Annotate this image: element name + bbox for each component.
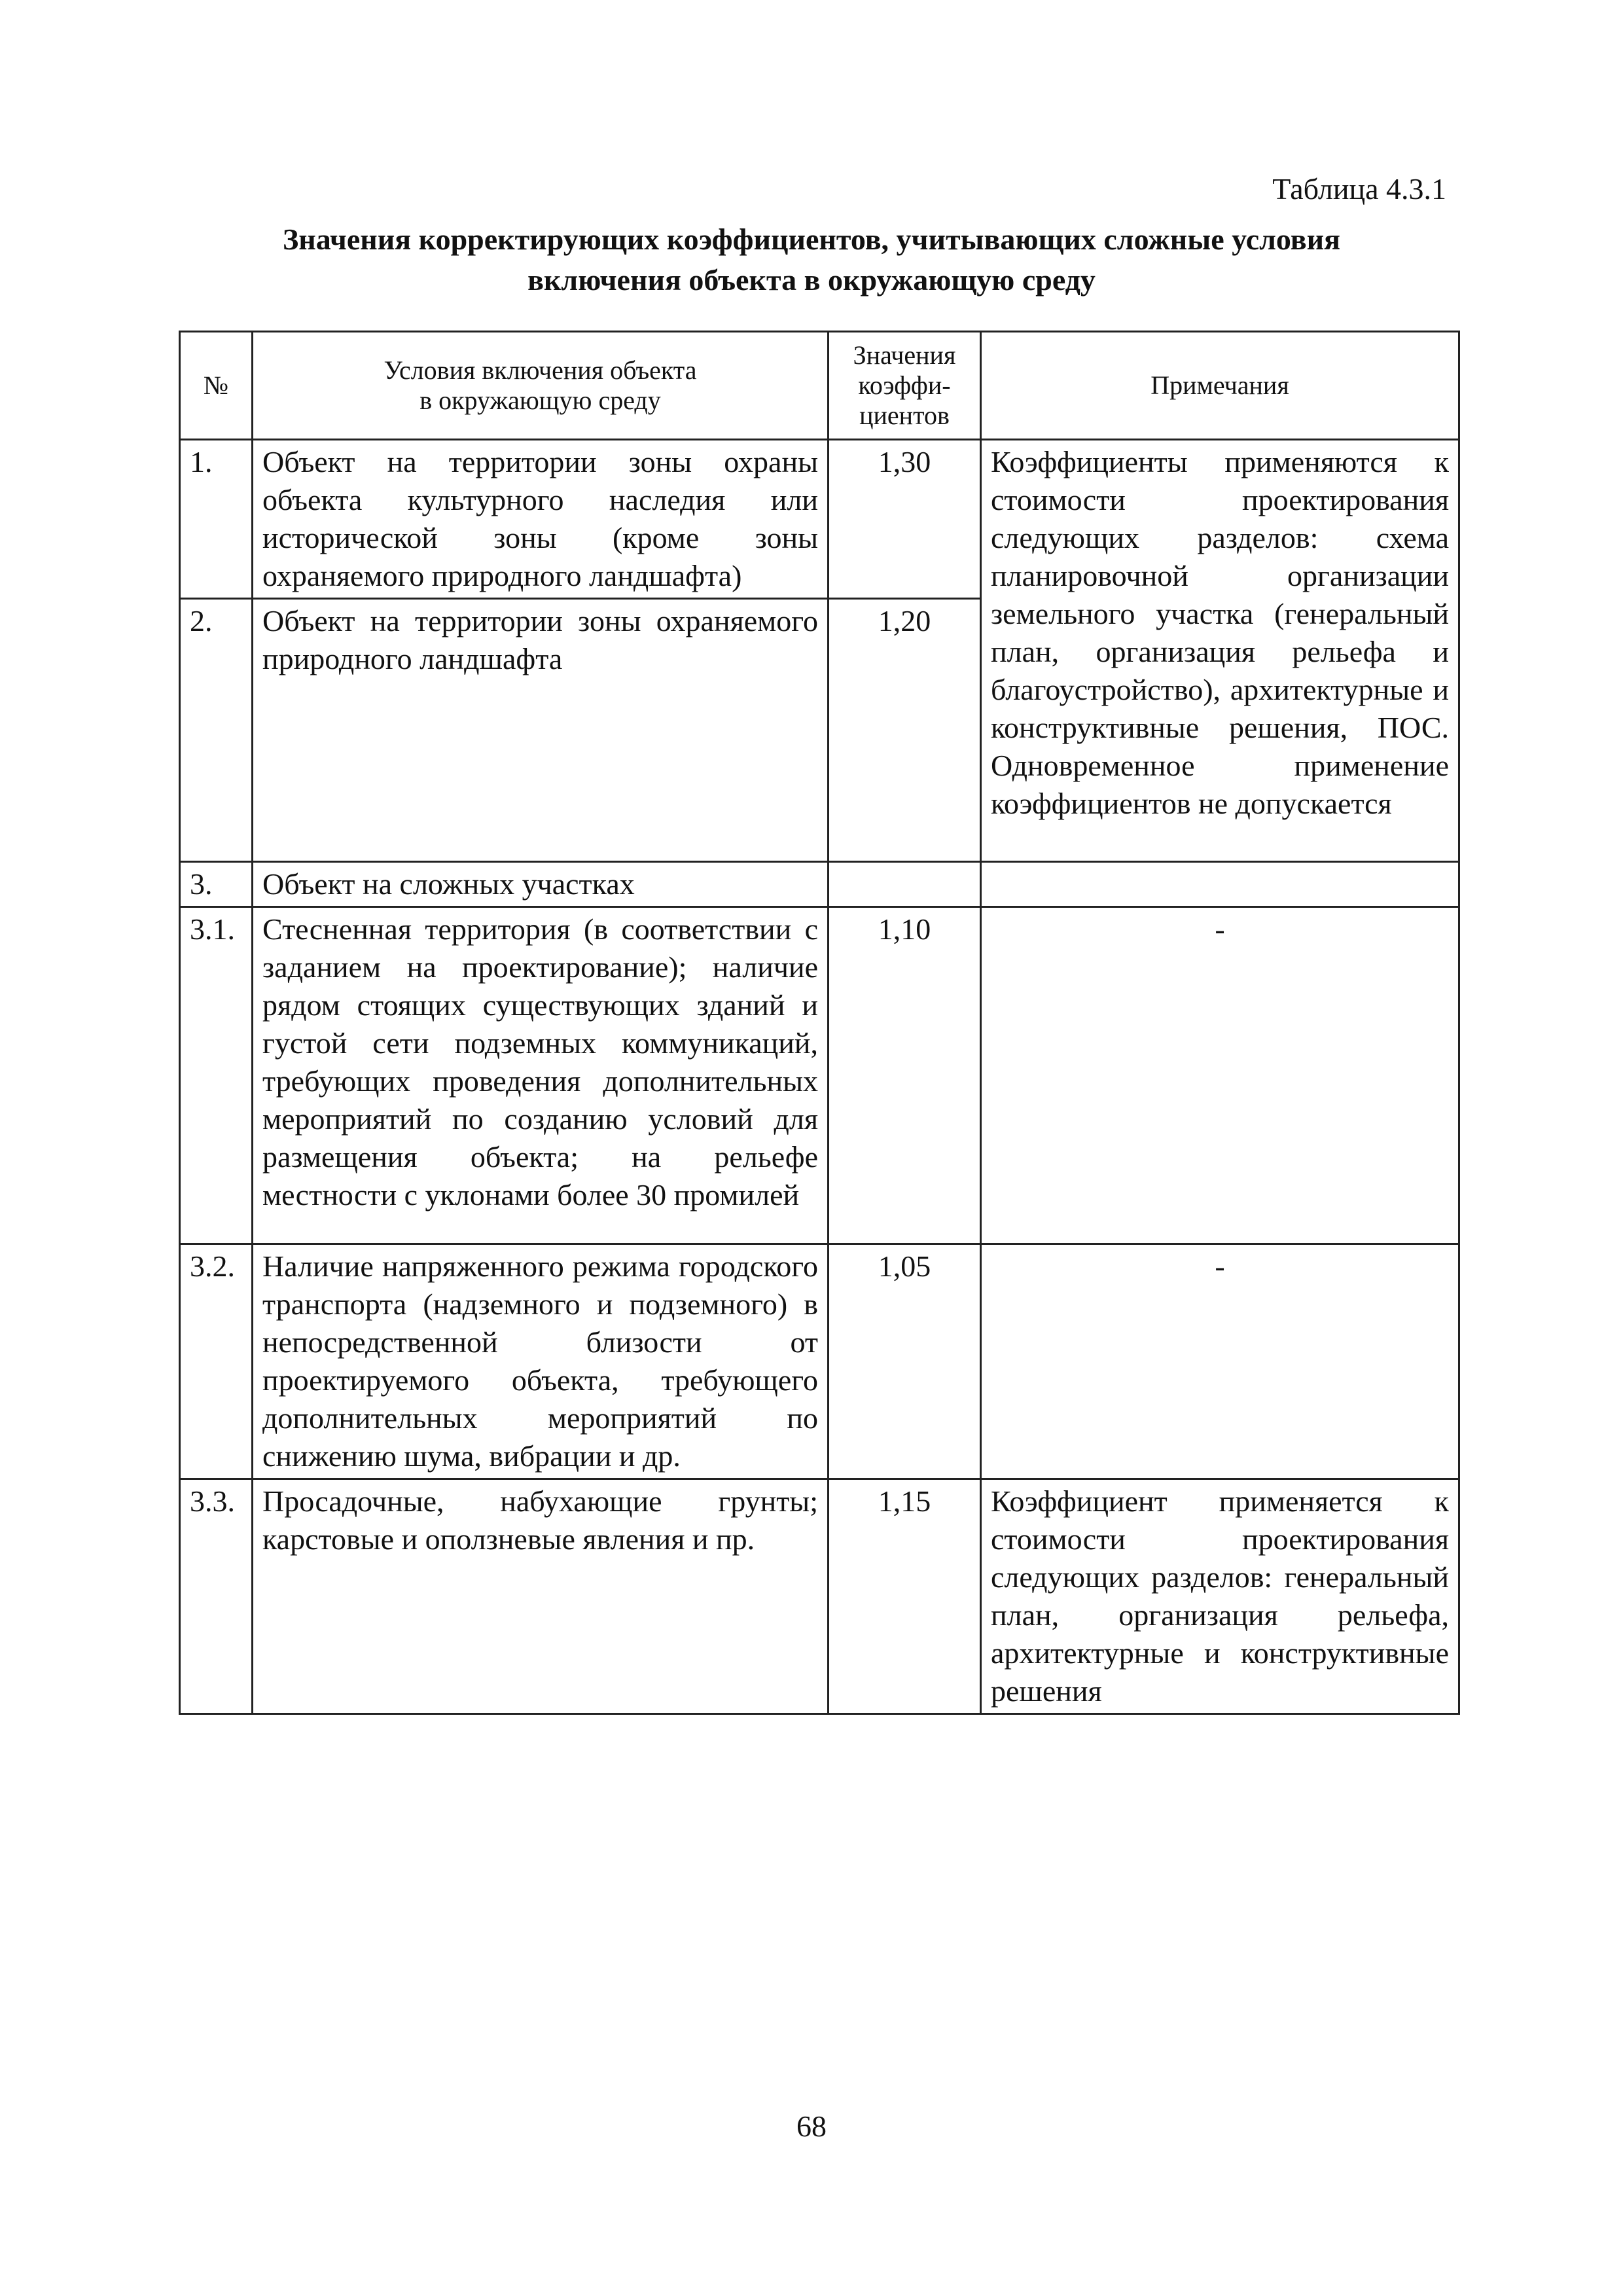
row-condition: Объект на территории зоны охраняемого природного ландшафта — [253, 599, 829, 862]
table-row — [180, 440, 1459, 599]
row-value: 1,15 — [829, 1479, 981, 1714]
row-value: 1,05 — [829, 1244, 981, 1479]
row-note: - — [981, 1244, 1459, 1479]
row-number: 3.3. — [180, 1479, 253, 1714]
row-condition: Стесненная территория (в соответствии с заданием на проектирование); наличие рядом стоящих существующих зданий и густой сети подземных коммуникаций, требующих проведения дополнительных мероприятий по созданию условий для размещения объекта; на рельефе местности с уклонами более 30 промилей — [253, 907, 829, 1244]
row-note: - — [981, 907, 1459, 1244]
header-number: № — [180, 332, 253, 440]
table-title-line-1: Значения корректирующих коэффициентов, учитывающих сложные условия — [282, 223, 1341, 256]
row-note — [981, 862, 1459, 907]
header-condition — [253, 332, 829, 440]
header-value — [829, 332, 981, 440]
header-note: Примечания — [981, 332, 1459, 440]
header-condition-line-2: в окружающую среду — [419, 386, 661, 415]
header-value-line-1: Значения — [853, 340, 956, 370]
table-title — [177, 219, 1446, 300]
row-number: 3.2. — [180, 1244, 253, 1479]
row-condition: Просадочные, набухающие грунты; карстовые и оползневые явления и пр. — [253, 1479, 829, 1714]
header-value-line-2: коэффи- — [858, 370, 951, 400]
row-note: Коэффициент применяется к стоимости проектирования следующих разделов: генеральный план, организация рельефа, архитектурные и конструктивные решения — [981, 1479, 1459, 1714]
table-title-line-2: включения объекта в окружающую среду — [527, 263, 1096, 296]
row-number: 3. — [180, 862, 253, 907]
row-value: 1,30 — [829, 440, 981, 599]
row-condition: Объект на сложных участках — [253, 862, 829, 907]
row-condition: Объект на территории зоны охраны объекта культурного наследия или исторической зоны (кроме зоны охраняемого природного ландшафта) — [253, 440, 829, 599]
table-row — [180, 862, 1459, 907]
row-condition: Наличие напряженного режима городского транспорта (надземного и подземного) в непосредственной близости от проектируемого объекта, требующего дополнительных мероприятий по снижению шума, вибрации и др. — [253, 1244, 829, 1479]
row-value: 1,20 — [829, 599, 981, 862]
table-row — [180, 907, 1459, 1244]
row-number: 3.1. — [180, 907, 253, 1244]
header-value-line-3: циентов — [859, 401, 950, 430]
table-header-row — [180, 332, 1459, 440]
row-value — [829, 862, 981, 907]
row-value: 1,10 — [829, 907, 981, 1244]
row-number: 1. — [180, 440, 253, 599]
page-number: 68 — [796, 2109, 827, 2143]
coefficients-table — [179, 331, 1460, 1715]
header-condition-line-1: Условия включения объекта — [383, 355, 697, 385]
table-label: Таблица 4.3.1 — [1272, 172, 1446, 206]
row-note: Коэффициенты применяются к стоимости проектирования следующих разделов: схема планировочной организации земельного участка (генеральный план, организация рельефа и благоустройство), архитектурные и конструктивные решения, ПОС. Одновременное применение коэффициентов не допускается — [981, 440, 1459, 862]
row-number: 2. — [180, 599, 253, 862]
table-row — [180, 1244, 1459, 1479]
table-row — [180, 1479, 1459, 1714]
